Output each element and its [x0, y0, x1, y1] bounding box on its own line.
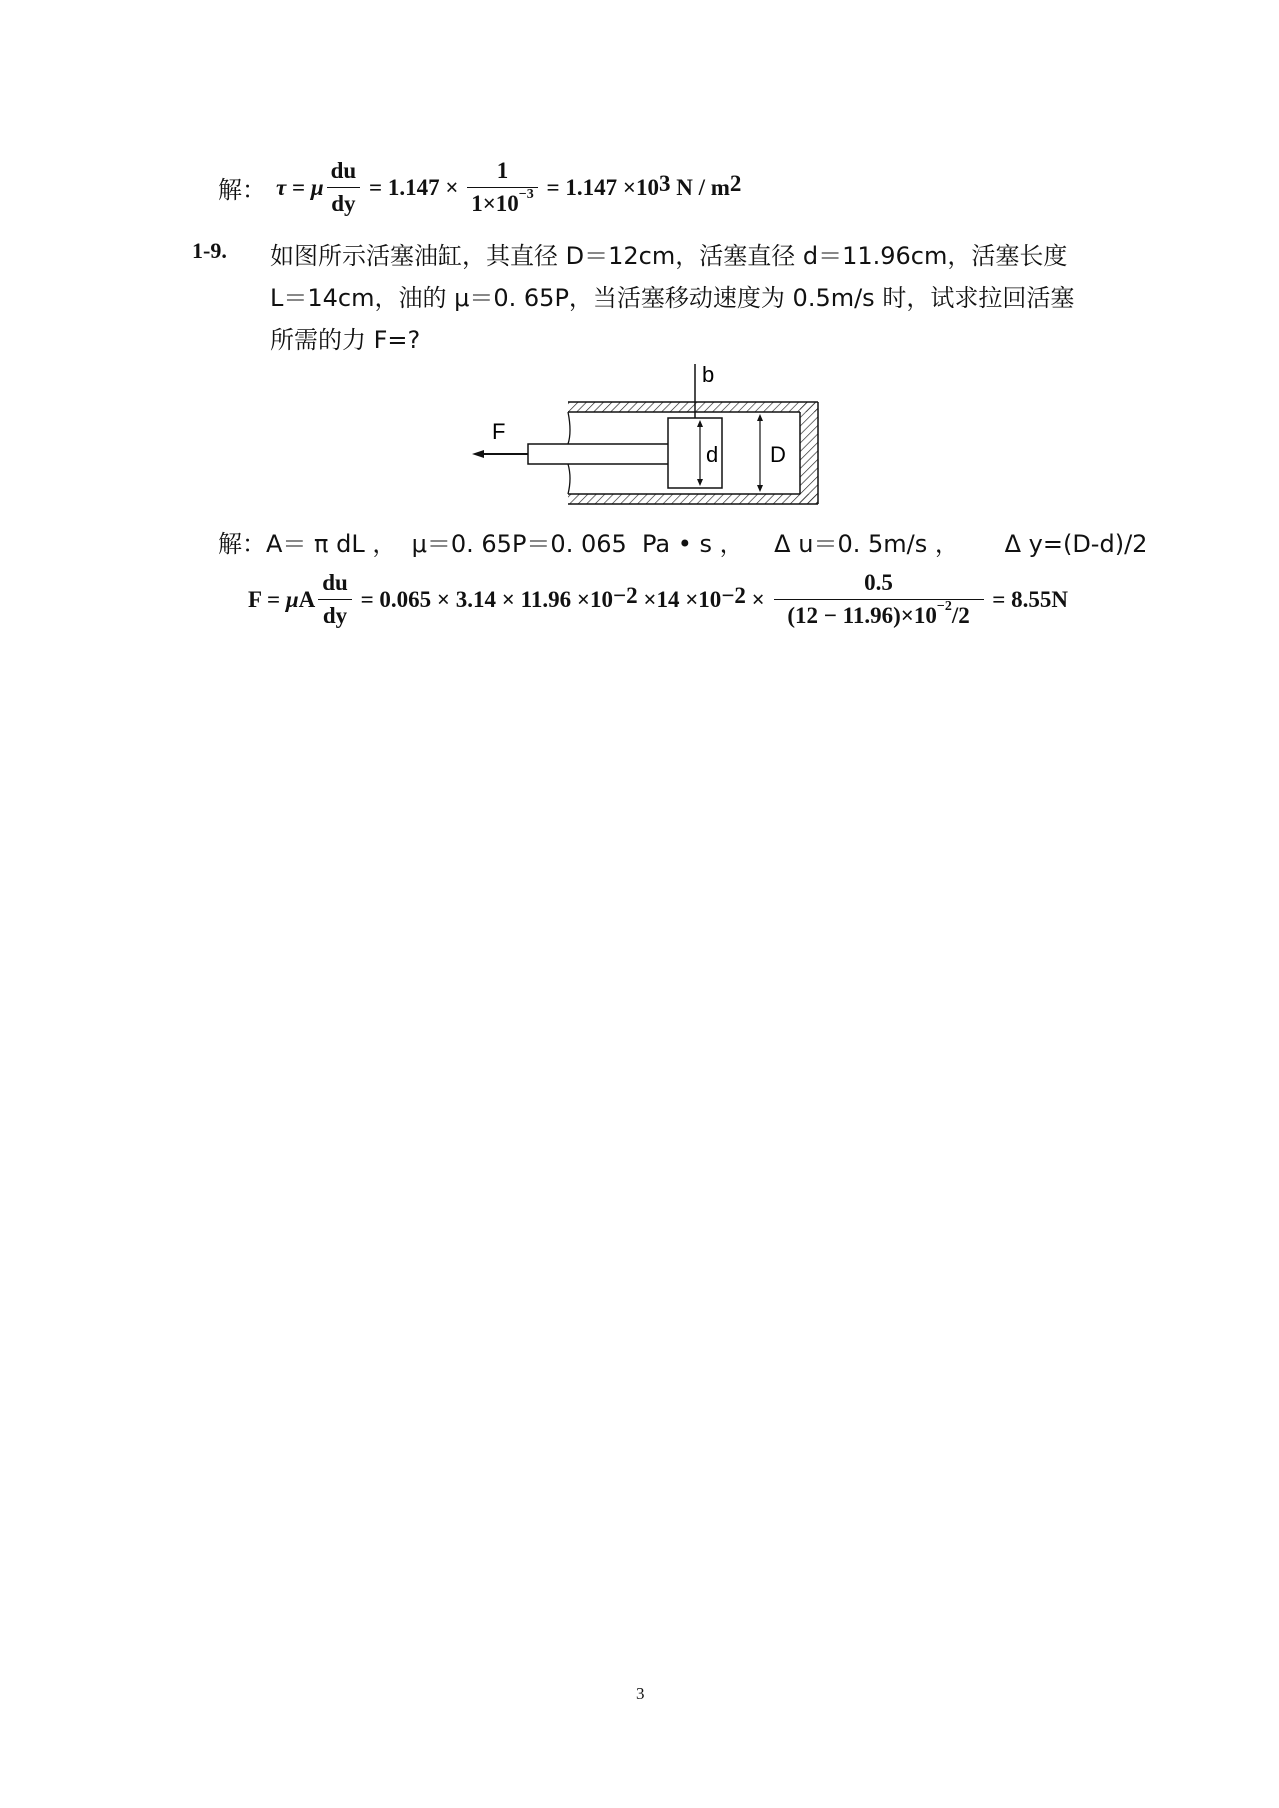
problem-line-2: L＝14cm，油的 μ＝0. 65P，当活塞移动速度为 0.5m/s 时，试求拉回活塞	[270, 284, 1075, 312]
reciprocal-denominator	[467, 187, 538, 217]
D-arrow-top	[757, 414, 763, 421]
label-b: b	[702, 362, 715, 387]
force-arrow-head	[472, 450, 484, 458]
velocity-numerator: 0.5	[864, 570, 893, 595]
tau-symbol: τ	[276, 174, 287, 200]
reciprocal-numerator: 1	[496, 158, 509, 183]
gap-den-post: /2	[951, 603, 970, 628]
cylinder-open-end-lower	[568, 464, 570, 494]
D-arrow-bottom	[757, 485, 763, 492]
gap-den-pre: (12 − 11.96)×10	[787, 603, 937, 628]
gap-denominator	[774, 599, 984, 629]
top-wall-hatch	[568, 402, 818, 412]
bottom-wall-hatch	[568, 494, 818, 504]
gap-den-exponent: −2	[936, 599, 952, 614]
problem-line-1: 如图所示活塞油缸，其直径 D＝12cm，活塞直径 d＝11.96cm，活塞长度	[270, 242, 1068, 270]
result-unit: N / m	[670, 174, 730, 200]
term-1: = 0.065 × 3.14 × 11.96 ×10	[354, 586, 613, 612]
reciprocal-fraction	[467, 158, 538, 217]
force-lhs: F =	[248, 586, 286, 612]
du-numerator-2: du	[322, 570, 348, 595]
term-2: ×14 ×10	[637, 586, 722, 612]
label-d: d	[706, 442, 719, 467]
result-value: = 1.147 ×10	[540, 174, 659, 200]
term-1-exponent: −2	[612, 582, 638, 608]
right-wall-hatch	[800, 402, 818, 504]
piston-cylinder-figure	[450, 360, 840, 520]
force-result: = 8.55N	[986, 586, 1068, 612]
den-exponent: −3	[518, 187, 534, 202]
area-symbol: A	[298, 586, 316, 612]
term-2-exponent: −2	[721, 582, 746, 608]
cylinder-open-end	[568, 412, 570, 444]
du-dy-fraction	[327, 158, 361, 217]
label-D: D	[770, 442, 786, 467]
du-dy-fraction-2	[318, 570, 352, 629]
du-numerator: du	[330, 158, 357, 183]
den-base: 1×10	[471, 191, 519, 216]
label-F: F	[492, 419, 506, 444]
result-exponent: 3	[659, 170, 671, 196]
solution-2-formula	[248, 570, 1068, 629]
equals-sign: =	[286, 174, 311, 200]
dy-denominator: dy	[327, 187, 361, 217]
middle-term: = 1.147 ×	[363, 174, 465, 200]
problem-number: 1-9.	[192, 238, 227, 263]
piston-rod	[528, 444, 678, 464]
mu-symbol-2: μ	[285, 586, 299, 612]
solution-1-formula	[218, 158, 741, 217]
velocity-gap-fraction	[774, 570, 984, 629]
mu-symbol: μ	[310, 174, 324, 200]
problem-line-3: 所需的力 F=?	[270, 326, 421, 354]
solution-2-given: 解：A＝ π dL ， μ＝0. 65P＝0. 065 Pa • s ， Δ u＝0. 5m/s ， Δ y=(D-d)/2	[218, 530, 1148, 558]
solution-1-prefix: 解：	[218, 176, 266, 204]
term-3: ×	[745, 586, 771, 612]
page-number: 3	[636, 1684, 645, 1703]
dy-denominator-2: dy	[318, 599, 352, 629]
result-unit-exponent: 2	[729, 170, 742, 196]
